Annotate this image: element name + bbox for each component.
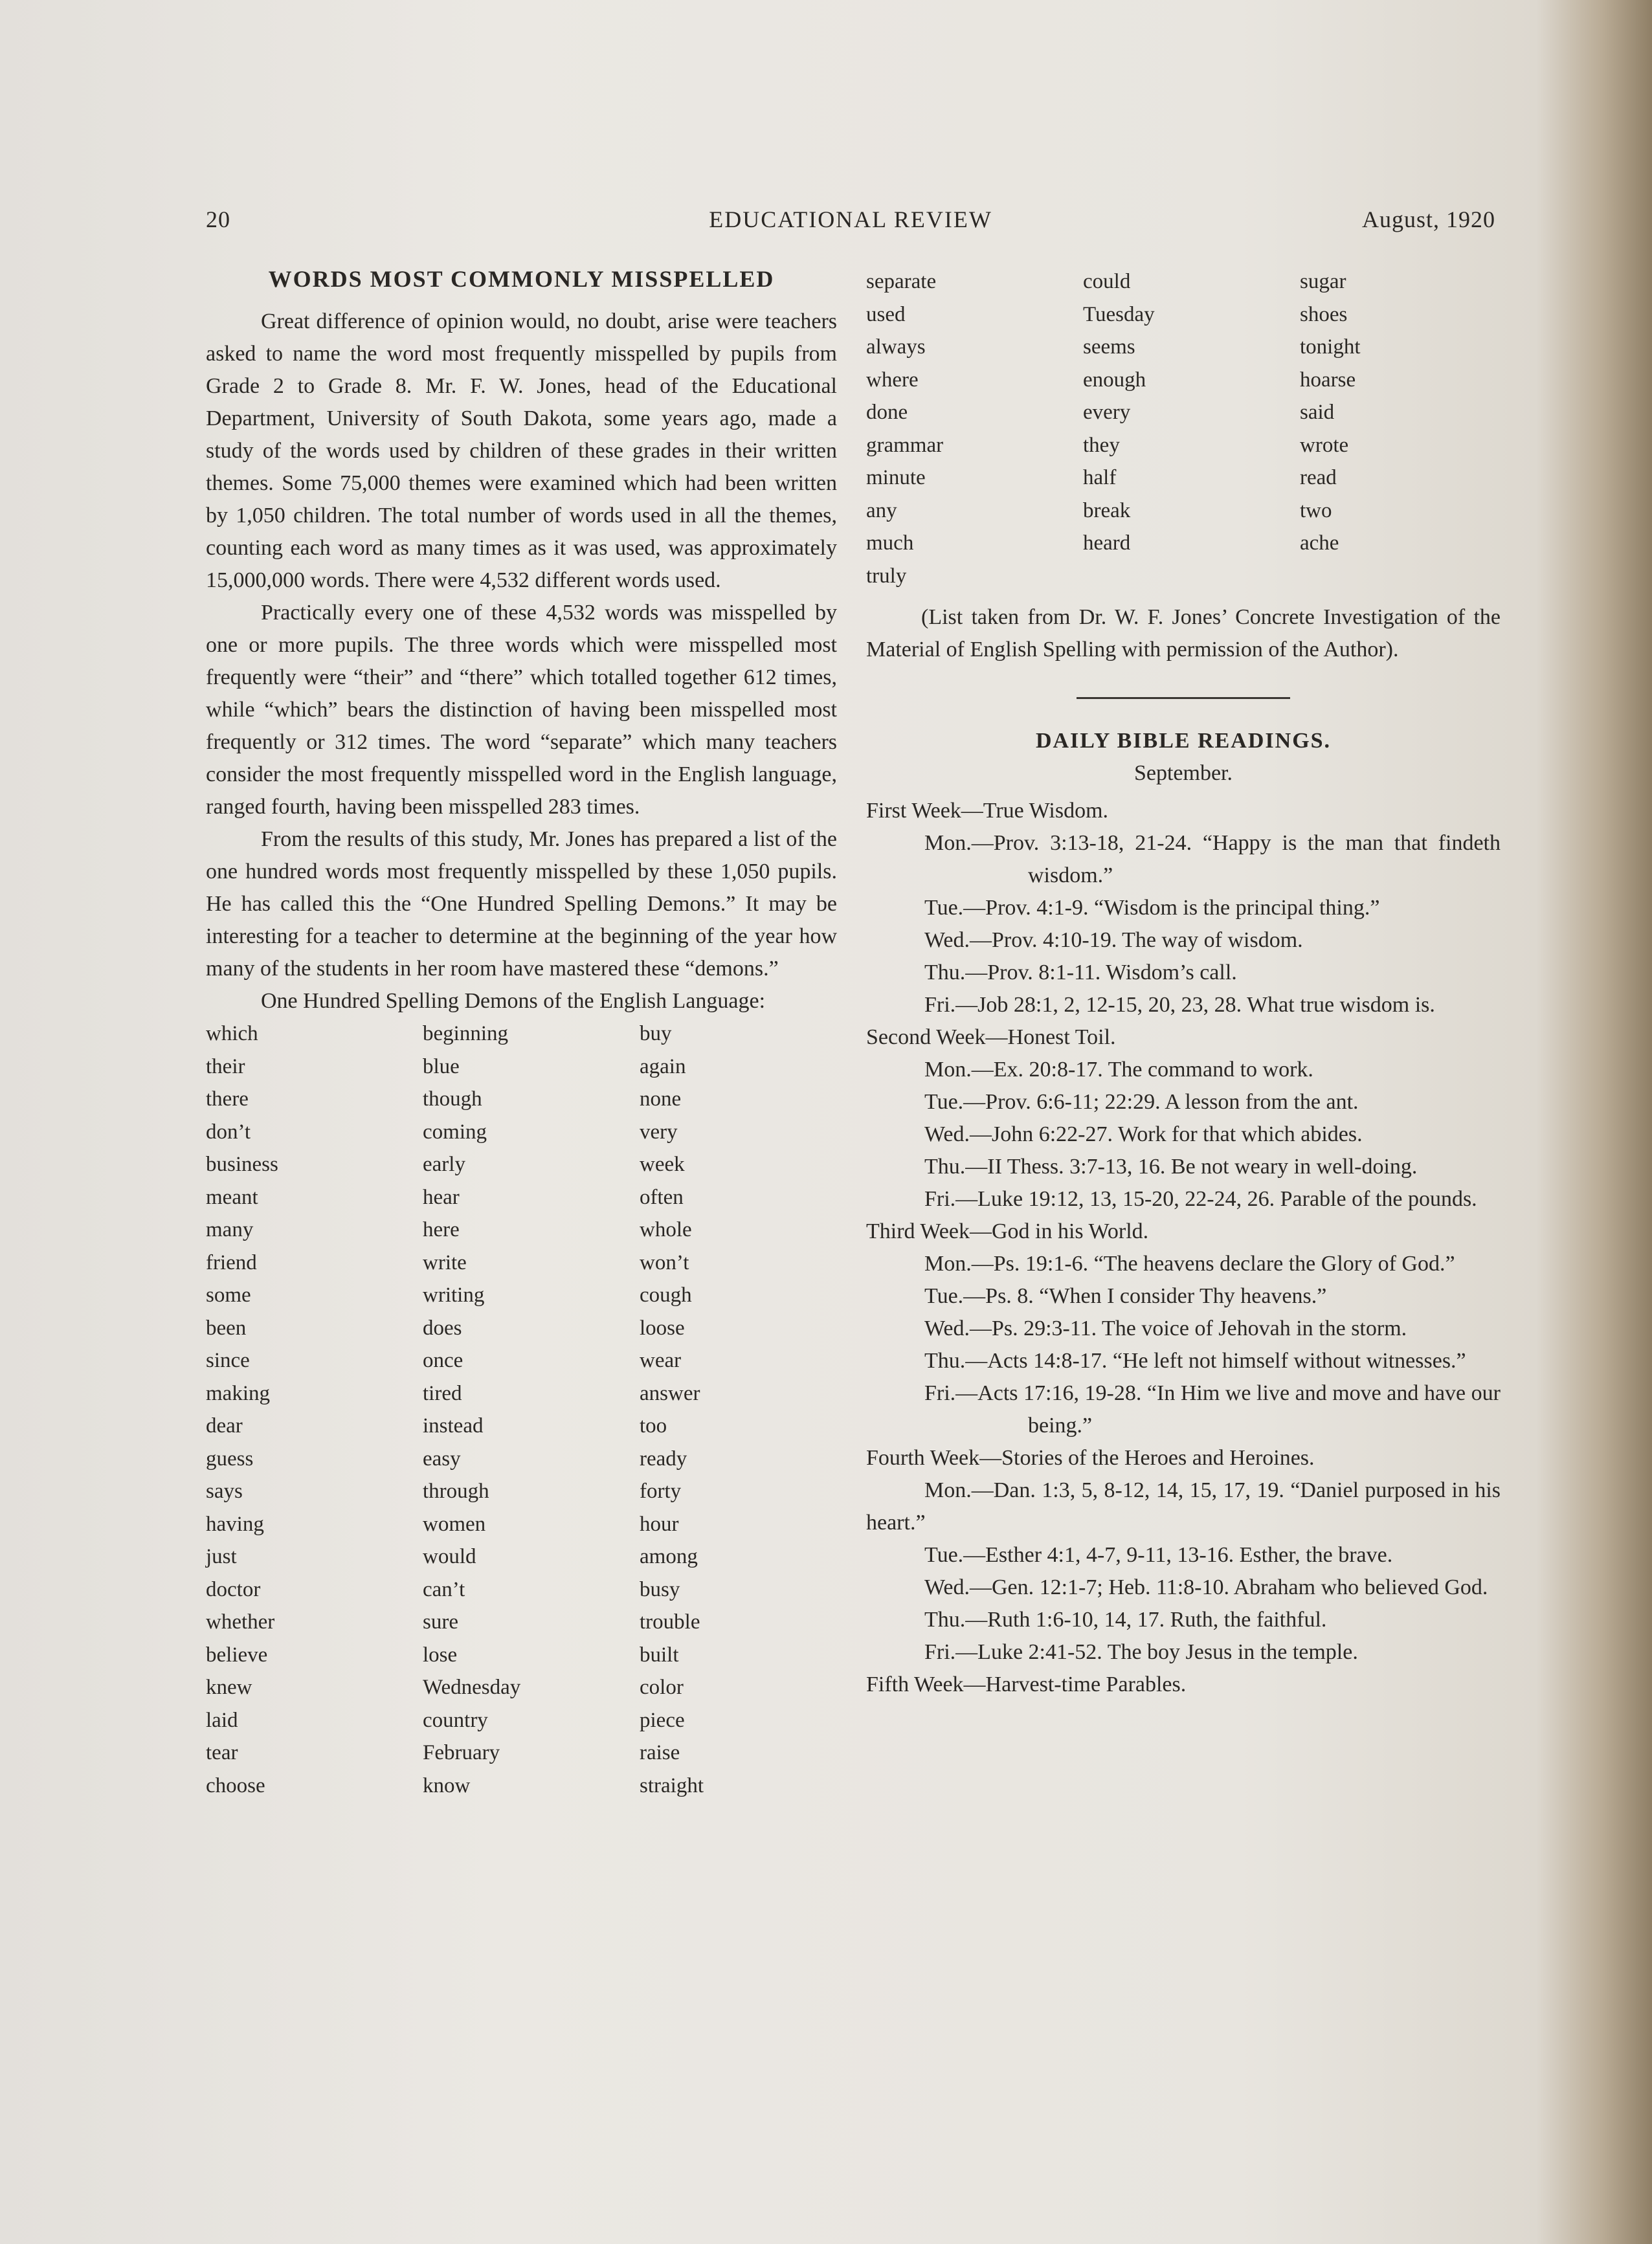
spelling-word: sure xyxy=(423,1610,458,1634)
spelling-word: tear xyxy=(206,1741,238,1764)
spelling-word: coming xyxy=(423,1120,487,1144)
daily-reading: Wed.—John 6:22-27. Work for that which abides. xyxy=(924,1122,1363,1146)
spelling-demons-list-continued xyxy=(866,265,1501,592)
week-heading: Third Week—God in his World. xyxy=(866,1219,1149,1243)
spelling-word: meant xyxy=(206,1185,258,1209)
daily-reading: Thu.—II Thess. 3:7-13, 16. Be not weary in well-doing. xyxy=(924,1155,1418,1179)
week-heading: Fourth Week—Stories of the Heroes and Heroines. xyxy=(866,1446,1315,1470)
spelling-word: women xyxy=(423,1512,486,1536)
daily-reading: Wed.—Prov. 4:10-19. The way of wisdom. xyxy=(924,928,1303,952)
spelling-word: many xyxy=(206,1218,254,1241)
bible-readings-title: DAILY BIBLE READINGS. xyxy=(1035,729,1332,753)
page-header xyxy=(206,206,1495,245)
spelling-word: grammar xyxy=(866,433,944,457)
spelling-word: half xyxy=(1083,466,1117,489)
spelling-word: laid xyxy=(206,1708,238,1732)
week-heading: Second Week—Honest Toil. xyxy=(866,1025,1116,1049)
spelling-word: they xyxy=(1083,433,1120,457)
spelling-word: two xyxy=(1300,498,1332,522)
left-column xyxy=(206,265,837,1802)
daily-reading: Thu.—Ruth 1:6-10, 14, 17. Ruth, the faithful. xyxy=(924,1608,1327,1632)
daily-reading: Mon.—Ps. 19:1-6. “The heavens declare the Glory of God.” xyxy=(924,1252,1455,1276)
spelling-word: where xyxy=(866,368,919,392)
paragraph: Practically every one of these 4,532 words was misspelled by one or more pupils. The three words which were misspelled most frequently were “their” and “there” which totalled together 612 times, while “which” bears the distinction of having been misspelled most frequently or 312 times. The word “separate” which many teachers consider the most frequently misspelled word in the English language, ranged fourth, having been misspelled 283 times. xyxy=(206,601,837,819)
spelling-word: choose xyxy=(206,1773,265,1797)
spelling-word: built xyxy=(640,1643,679,1667)
daily-reading: Wed.—Ps. 29:3-11. The voice of Jehovah in the storm. xyxy=(924,1316,1407,1340)
week-heading: First Week—True Wisdom. xyxy=(866,799,1109,823)
spelling-word: wrote xyxy=(1300,433,1349,457)
spelling-word: any xyxy=(866,498,897,522)
week-heading: Fifth Week—Harvest-time Parables. xyxy=(866,1672,1187,1696)
spelling-word: much xyxy=(866,531,914,555)
spelling-word: done xyxy=(866,401,908,424)
bible-weeks xyxy=(866,795,1501,1701)
spelling-word: there xyxy=(206,1087,249,1111)
spelling-word: trouble xyxy=(640,1610,700,1634)
spelling-word: country xyxy=(423,1708,488,1732)
daily-reading: Mon.—Prov. 3:13-18, 21-24. “Happy is the man that findeth wisdom.” xyxy=(924,831,1501,887)
spelling-word: don’t xyxy=(206,1120,251,1144)
spelling-word: piece xyxy=(640,1708,685,1732)
spelling-word: since xyxy=(206,1349,250,1372)
spelling-word: knew xyxy=(206,1676,252,1699)
spelling-word: separate xyxy=(866,270,937,293)
spelling-word: cough xyxy=(640,1283,692,1307)
spelling-word: friend xyxy=(206,1250,257,1274)
spelling-word: tired xyxy=(423,1381,462,1405)
paragraph: Great difference of opinion would, no doubt, arise were teachers asked to name the word most frequently misspelled by pupils from Grade 2 to Grade 8. Mr. F. W. Jones, head of the Educational Department, University of South Dakota, some years ago, made a study of the words used by children of these grades in their written themes. Some 75,000 themes were examined which had been written by 1,050 children. The total number of words used in all the themes, counting each word as many times as it was used, was approximately 15,000,000 words. There were 4,532 different words used. xyxy=(206,309,837,592)
spelling-word: through xyxy=(423,1480,489,1503)
spelling-word: whether xyxy=(206,1610,275,1634)
spelling-word: buy xyxy=(640,1022,672,1045)
spelling-word: beginning xyxy=(423,1022,508,1045)
bible-readings-month: September. xyxy=(1133,761,1233,785)
article-title: WORDS MOST COMMONLY MISSPELLED xyxy=(268,266,775,292)
spelling-word: shoes xyxy=(1300,302,1348,326)
daily-reading: Mon.—Dan. 1:3, 5, 8-12, 14, 15, 17, 19. “Daniel purposed in his heart.” xyxy=(866,1478,1501,1535)
spelling-word: writing xyxy=(423,1283,485,1307)
daily-reading: Fri.—Luke 2:41-52. The boy Jesus in the temple. xyxy=(924,1640,1358,1664)
spelling-word: week xyxy=(640,1153,685,1176)
spelling-word: hour xyxy=(640,1512,679,1536)
spelling-word: though xyxy=(423,1087,482,1111)
spelling-word: February xyxy=(423,1741,500,1764)
spelling-word: won’t xyxy=(640,1250,689,1274)
spelling-word: Wednesday xyxy=(423,1676,521,1699)
spelling-word: often xyxy=(640,1185,684,1209)
spelling-word: none xyxy=(640,1087,682,1111)
daily-reading: Wed.—Gen. 12:1-7; Heb. 11:8-10. Abraham who believed God. xyxy=(924,1575,1488,1599)
spelling-word: used xyxy=(866,302,906,326)
spelling-word: too xyxy=(640,1414,667,1438)
spelling-word: lose xyxy=(423,1643,458,1667)
list-credit: (List taken from Dr. W. F. Jones’ Concrete Investigation of the Material of English Spelling with permission of the Author). xyxy=(866,605,1501,661)
spelling-word: does xyxy=(423,1316,462,1340)
spelling-word: read xyxy=(1300,466,1337,489)
spelling-word: seems xyxy=(1083,335,1135,359)
spelling-word: Tuesday xyxy=(1083,302,1155,326)
spelling-word: just xyxy=(206,1545,237,1568)
daily-reading: Fri.—Luke 19:12, 13, 15-20, 22-24, 26. Parable of the pounds. xyxy=(924,1187,1477,1211)
daily-reading: Fri.—Job 28:1, 2, 12-15, 20, 23, 28. What true wisdom is. xyxy=(924,993,1435,1017)
spelling-word: doctor xyxy=(206,1577,261,1601)
spelling-word: again xyxy=(640,1054,686,1078)
spelling-word: whole xyxy=(640,1218,692,1241)
spelling-word: dear xyxy=(206,1414,243,1438)
spelling-word: truly xyxy=(866,564,907,588)
spelling-word: ready xyxy=(640,1447,687,1471)
issue-date: August, 1920 xyxy=(1361,206,1495,232)
spelling-demons-list xyxy=(206,1017,837,1802)
right-column xyxy=(866,265,1501,1701)
spelling-word: says xyxy=(206,1480,243,1503)
spelling-word: forty xyxy=(640,1480,682,1503)
spelling-word: guess xyxy=(206,1447,254,1471)
spelling-word: said xyxy=(1300,401,1335,424)
spelling-word: sugar xyxy=(1300,270,1346,293)
spelling-word: once xyxy=(423,1349,463,1372)
spelling-word: color xyxy=(640,1676,684,1699)
spelling-word: raise xyxy=(640,1741,680,1764)
spelling-word: business xyxy=(206,1153,278,1176)
spelling-word: which xyxy=(206,1022,258,1045)
spelling-word: hoarse xyxy=(1300,368,1356,392)
spelling-word: write xyxy=(423,1250,467,1274)
spelling-word: believe xyxy=(206,1643,268,1667)
spelling-word: some xyxy=(206,1283,251,1307)
spelling-word: could xyxy=(1083,270,1131,293)
spelling-word: enough xyxy=(1083,368,1146,392)
daily-reading: Tue.—Esther 4:1, 4-7, 9-11, 13-16. Esther, the brave. xyxy=(924,1543,1393,1567)
spelling-word: always xyxy=(866,335,926,359)
spelling-word: instead xyxy=(423,1414,484,1438)
page-number: 20 xyxy=(206,206,230,232)
spelling-word: busy xyxy=(640,1577,680,1601)
daily-reading: Thu.—Acts 14:8-17. “He left not himself without witnesses.” xyxy=(924,1349,1466,1373)
spelling-word: very xyxy=(640,1120,678,1144)
spelling-word: making xyxy=(206,1381,270,1405)
daily-reading: Tue.—Prov. 6:6-11; 22:29. A lesson from the ant. xyxy=(924,1090,1359,1114)
spelling-word: can’t xyxy=(423,1577,465,1601)
spelling-word: every xyxy=(1083,401,1131,424)
daily-reading: Tue.—Ps. 8. “When I consider Thy heavens.” xyxy=(924,1284,1327,1308)
spelling-word: among xyxy=(640,1545,698,1568)
spelling-word: here xyxy=(423,1218,460,1241)
spelling-word xyxy=(1083,560,1300,593)
spelling-word xyxy=(1300,560,1501,593)
spelling-word: easy xyxy=(423,1447,461,1471)
spelling-word: early xyxy=(423,1153,465,1176)
spelling-word: would xyxy=(423,1545,476,1568)
spelling-word: ache xyxy=(1300,531,1339,555)
spelling-word: having xyxy=(206,1512,264,1536)
spelling-word: tonight xyxy=(1300,335,1361,359)
daily-reading: Mon.—Ex. 20:8-17. The command to work. xyxy=(924,1058,1313,1082)
spelling-word: wear xyxy=(640,1349,682,1372)
section-divider xyxy=(1077,697,1290,699)
spelling-word: break xyxy=(1083,498,1131,522)
spelling-word: know xyxy=(423,1773,471,1797)
spelling-word: loose xyxy=(640,1316,685,1340)
list-intro: One Hundred Spelling Demons of the English Language: xyxy=(261,989,766,1013)
spelling-word: been xyxy=(206,1316,247,1340)
spelling-word: heard xyxy=(1083,531,1131,555)
spelling-word: blue xyxy=(423,1054,460,1078)
spelling-word: hear xyxy=(423,1185,460,1209)
spelling-word: minute xyxy=(866,466,926,489)
spelling-word: answer xyxy=(640,1381,700,1405)
daily-reading: Fri.—Acts 17:16, 19-28. “In Him we live and move and have our being.” xyxy=(924,1381,1501,1438)
spelling-word: straight xyxy=(640,1773,704,1797)
paragraph: From the results of this study, Mr. Jones has prepared a list of the one hundred words most frequently misspelled by these 1,050 pupils. He has called this the “One Hundred Spelling Demons.” It may be interesting for a teacher to determine at the beginning of the year how many of the students in her room have mastered these “demons.” xyxy=(206,827,837,981)
daily-reading: Thu.—Prov. 8:1-11. Wisdom’s call. xyxy=(924,961,1237,984)
journal-title: EDUCATIONAL REVIEW xyxy=(709,206,992,232)
daily-reading: Tue.—Prov. 4:1-9. “Wisdom is the principal thing.” xyxy=(924,896,1380,920)
spelling-word: their xyxy=(206,1054,245,1078)
